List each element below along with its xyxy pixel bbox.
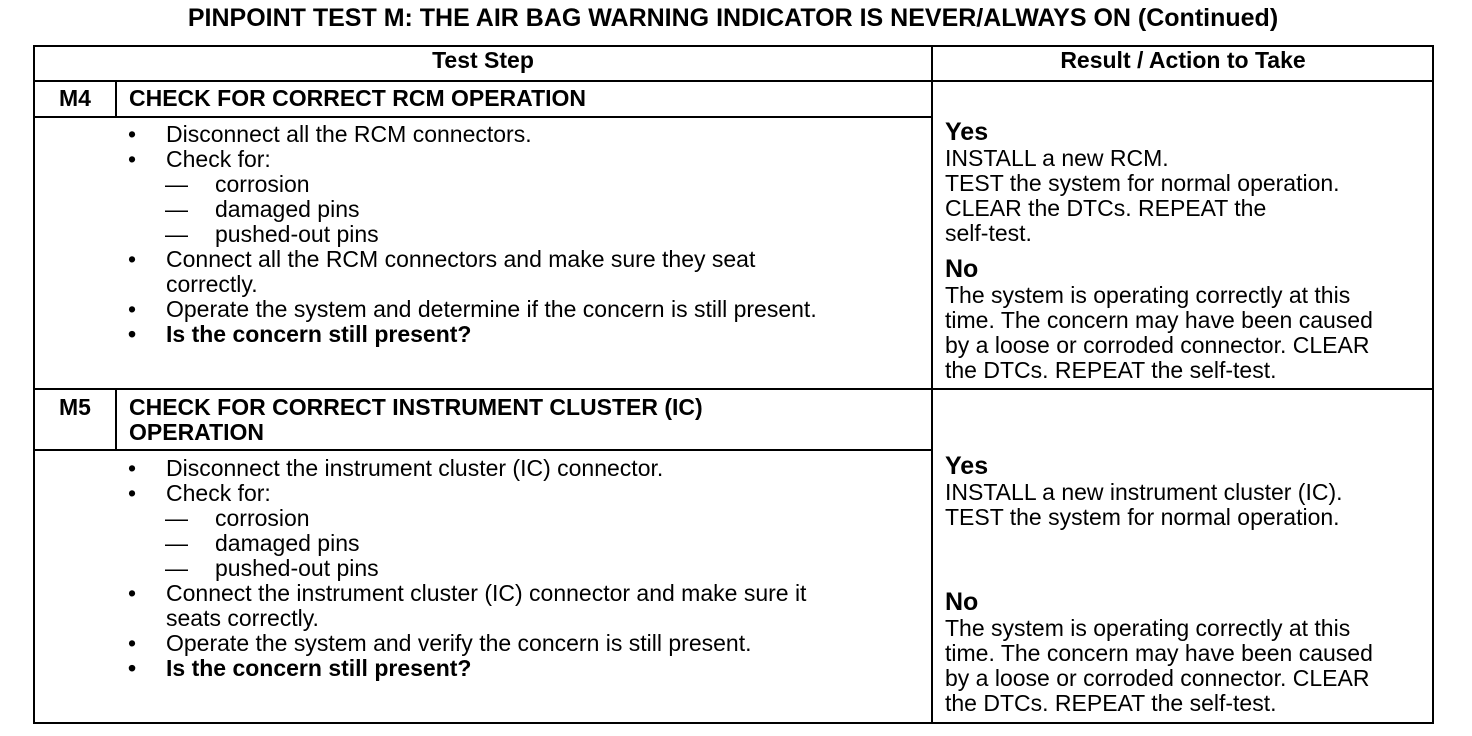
list-item: • Connect all the RCM connectors and make sure they seat [128, 247, 817, 272]
result-line: time. The concern may have been caused [945, 640, 1373, 666]
header-test-step: Test Step [432, 47, 534, 73]
m5-title-divider [33, 449, 932, 451]
list-item: • Check for: [128, 481, 806, 506]
step-instructions [128, 122, 817, 347]
result-yes-label: Yes [945, 118, 989, 146]
list-item: — pushed-out pins [128, 222, 817, 247]
page-title: PINPOINT TEST M: THE AIR BAG WARNING INDICATOR IS NEVER/ALWAYS ON (Continued) [187, 4, 1279, 32]
result-yes [945, 453, 1343, 530]
result-line: CLEAR the DTCs. REPEAT the [945, 195, 1267, 221]
list-item: — corrosion [128, 172, 817, 197]
step-divider [33, 388, 1434, 390]
step-title-line: OPERATION [129, 419, 265, 445]
result-no [945, 256, 1373, 383]
list-item: • Check for: [128, 147, 817, 172]
result-line: INSTALL a new RCM. [945, 145, 1169, 171]
column-divider [931, 45, 933, 724]
result-line: the DTCs. REPEAT the self-test. [945, 357, 1277, 383]
list-item: • Is the concern still present? [128, 322, 817, 347]
result-line: the DTCs. REPEAT the self-test. [945, 690, 1277, 716]
step-instructions [128, 456, 806, 681]
list-item: — corrosion [128, 506, 806, 531]
list-item: — damaged pins [128, 197, 817, 222]
result-yes-label: Yes [945, 452, 989, 480]
m4-title-divider [33, 116, 932, 118]
step-title [129, 86, 586, 111]
result-line: by a loose or corroded connector. CLEAR [945, 665, 1370, 691]
result-yes [945, 119, 1340, 246]
list-item: correctly. [166, 271, 258, 297]
header-divider [33, 80, 1434, 82]
result-line: INSTALL a new instrument cluster (IC). [945, 479, 1343, 505]
list-item: seats correctly. [166, 605, 319, 631]
result-line: self-test. [945, 220, 1032, 246]
result-no-label: No [945, 588, 979, 616]
list-item: • Connect the instrument cluster (IC) connector and make sure it [128, 581, 806, 606]
result-line: time. The concern may have been caused [945, 307, 1373, 333]
result-line: The system is operating correctly at this [945, 615, 1351, 641]
list-item: • Operate the system and determine if the concern is still present. [128, 297, 817, 322]
list-item: — damaged pins [128, 531, 806, 556]
list-item: • Disconnect all the RCM connectors. [128, 122, 817, 147]
result-line: The system is operating correctly at this [945, 282, 1351, 308]
list-item: — pushed-out pins [128, 556, 806, 581]
list-item: • Operate the system and verify the concern is still present. [128, 631, 806, 656]
step-title-line: CHECK FOR CORRECT RCM OPERATION [129, 85, 587, 111]
step-title-line: CHECK FOR CORRECT INSTRUMENT CLUSTER (IC) [129, 394, 703, 420]
list-item: • Disconnect the instrument cluster (IC) connector. [128, 456, 806, 481]
result-line: TEST the system for normal operation. [945, 170, 1340, 196]
result-no [945, 589, 1373, 716]
result-line: by a loose or corroded connector. CLEAR [945, 332, 1370, 358]
step-title [129, 395, 703, 445]
list-item: • Is the concern still present? [128, 656, 806, 681]
result-line: TEST the system for normal operation. [945, 504, 1340, 530]
step-id: M4 [59, 85, 91, 111]
result-no-label: No [945, 255, 979, 283]
header-result-action: Result / Action to Take [1060, 47, 1306, 73]
step-id: M5 [59, 394, 91, 420]
